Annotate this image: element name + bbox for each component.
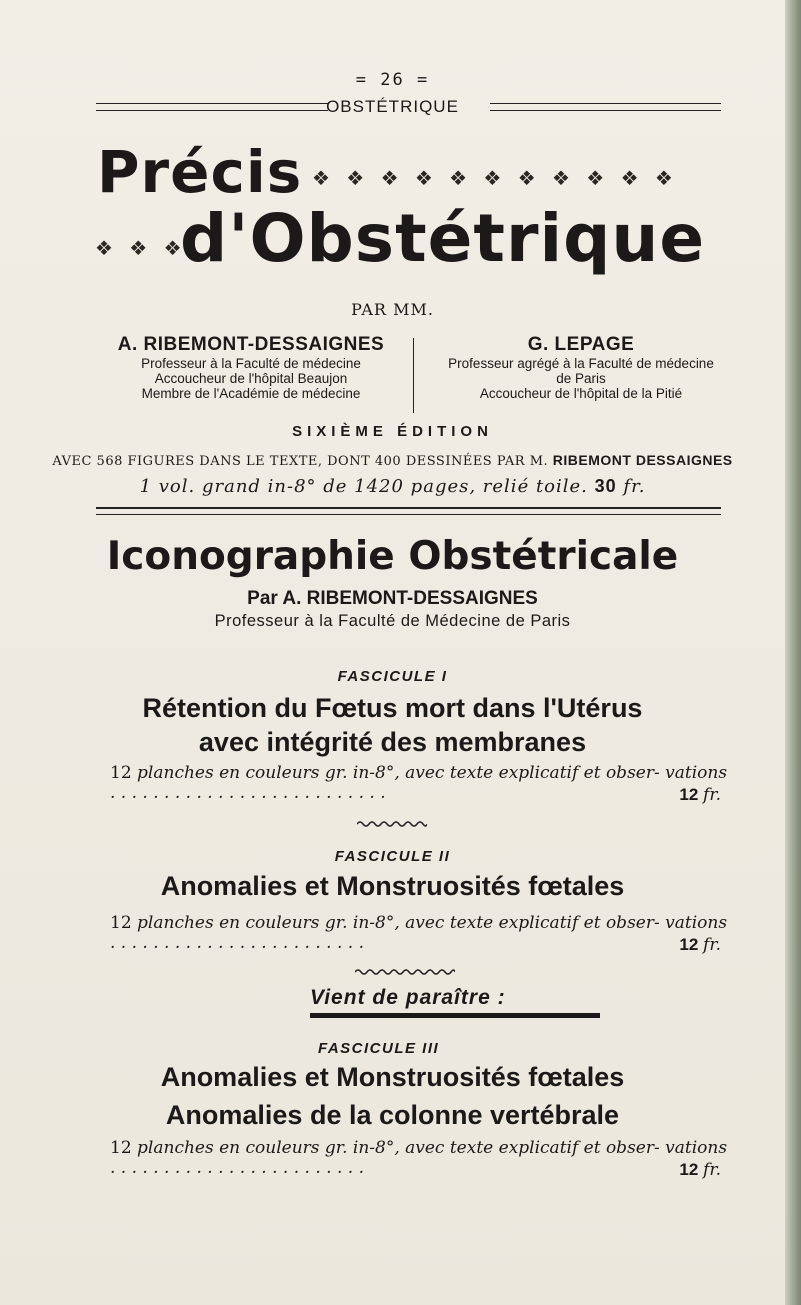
price-value: 12 (679, 1160, 699, 1179)
announcement: Vient de paraître : (310, 986, 600, 1018)
ornament-row-icon: ❖ ❖ ❖ (95, 236, 187, 260)
author-title: Membre de l'Académie de médecine (141, 386, 361, 401)
fascicule-title: Anomalies de la colonne vertébrale (165, 1100, 620, 1130)
figures-text: AVEC 568 FIGURES DANS LE TEXTE, DONT 400 DESSINÉES PAR M. (52, 454, 549, 469)
wavy-rule (357, 820, 427, 828)
page-edge (785, 0, 801, 1305)
running-head: OBSTÉTRIQUE (326, 97, 459, 116)
fascicule-label: FASCICULE I (337, 668, 448, 685)
author-title: de Paris (556, 371, 606, 386)
author-divider (413, 338, 414, 413)
description-text: planches en couleurs gr. in-8°, avec texte explicatif et obser- vations . . . . . . . . . . . . . . . . . . . . . . . . (110, 1138, 728, 1178)
wavy-rule (355, 968, 455, 976)
price-value: 12 (679, 785, 699, 804)
book-title-line2: d'Obstétrique (180, 200, 706, 277)
fascicule-description (110, 1138, 730, 1178)
book2-author: Par A. RIBEMONT-DESSAIGNES (247, 588, 538, 609)
author-title: Professeur à la Faculté de médecine (141, 356, 361, 371)
fascicule-description (110, 913, 730, 953)
page-number: = 26 = (355, 70, 430, 90)
plate-count: 12 (110, 913, 132, 933)
fascicule-label: FASCICULE II (334, 848, 451, 865)
volume-text: 1 vol. grand in-8° de 1420 pages, relié toile. (139, 476, 588, 497)
author-block (428, 334, 734, 401)
fascicule-price (679, 1160, 721, 1180)
book2-title: Iconographie Obstétricale (106, 534, 679, 579)
plate-count: 12 (110, 1138, 132, 1158)
fascicule-title: Anomalies et Monstruosités fœtales (160, 871, 625, 901)
fascicule-title: Rétention du Fœtus mort dans l'Utérus (142, 693, 643, 723)
fascicule-description (110, 763, 730, 803)
volume-info (0, 476, 785, 497)
figures-artist: RIBEMONT DESSAIGNES (552, 452, 733, 468)
price-unit: fr. (703, 935, 721, 955)
author-title: Accoucheur de l'hôpital de la Pitié (479, 386, 683, 401)
price-unit: fr. (703, 1160, 721, 1180)
fascicule-price (679, 935, 721, 955)
author-title: Professeur agrégé à la Faculté de médecine (448, 356, 714, 371)
authors-intro: PAR MM. (351, 300, 434, 319)
fascicule-title: Anomalies et Monstruosités fœtales (160, 1062, 625, 1092)
edition-label: SIXIÈME ÉDITION (292, 423, 493, 440)
fascicule-title: avec intégrité des membranes (198, 727, 587, 757)
book2-author-role: Professeur à la Faculté de Médecine de Paris (214, 612, 571, 630)
author-block (96, 334, 406, 401)
fascicule-price (679, 785, 721, 805)
price-unit: fr. (703, 785, 721, 805)
description-text: planches en couleurs gr. in-8°, avec texte explicatif et obser- vations . . . . . . . . . . . . . . . . . . . . . . . . (110, 913, 728, 953)
figures-note (0, 452, 785, 469)
plate-count: 12 (110, 763, 132, 783)
volume-price: 30 (594, 476, 617, 496)
section-divider (96, 507, 721, 515)
description-text: planches en couleurs gr. in-8°, avec texte explicatif et obser- vations . . . . . . . . . . . . . . . . . . . . . . . . . . (110, 763, 728, 803)
fascicule-label: FASCICULE III (318, 1040, 440, 1057)
author-name: A. RIBEMONT-DESSAIGNES (117, 334, 385, 355)
volume-unit: fr. (623, 476, 646, 497)
author-name: G. LEPAGE (527, 334, 635, 355)
ornament-row-icon: ❖ ❖ ❖ ❖ ❖ ❖ ❖ ❖ ❖ ❖ ❖ (312, 166, 678, 190)
book-title-line1: Précis (97, 138, 303, 206)
price-value: 12 (679, 935, 699, 954)
author-title: Accoucheur de l'hôpital Beaujon (154, 371, 348, 386)
